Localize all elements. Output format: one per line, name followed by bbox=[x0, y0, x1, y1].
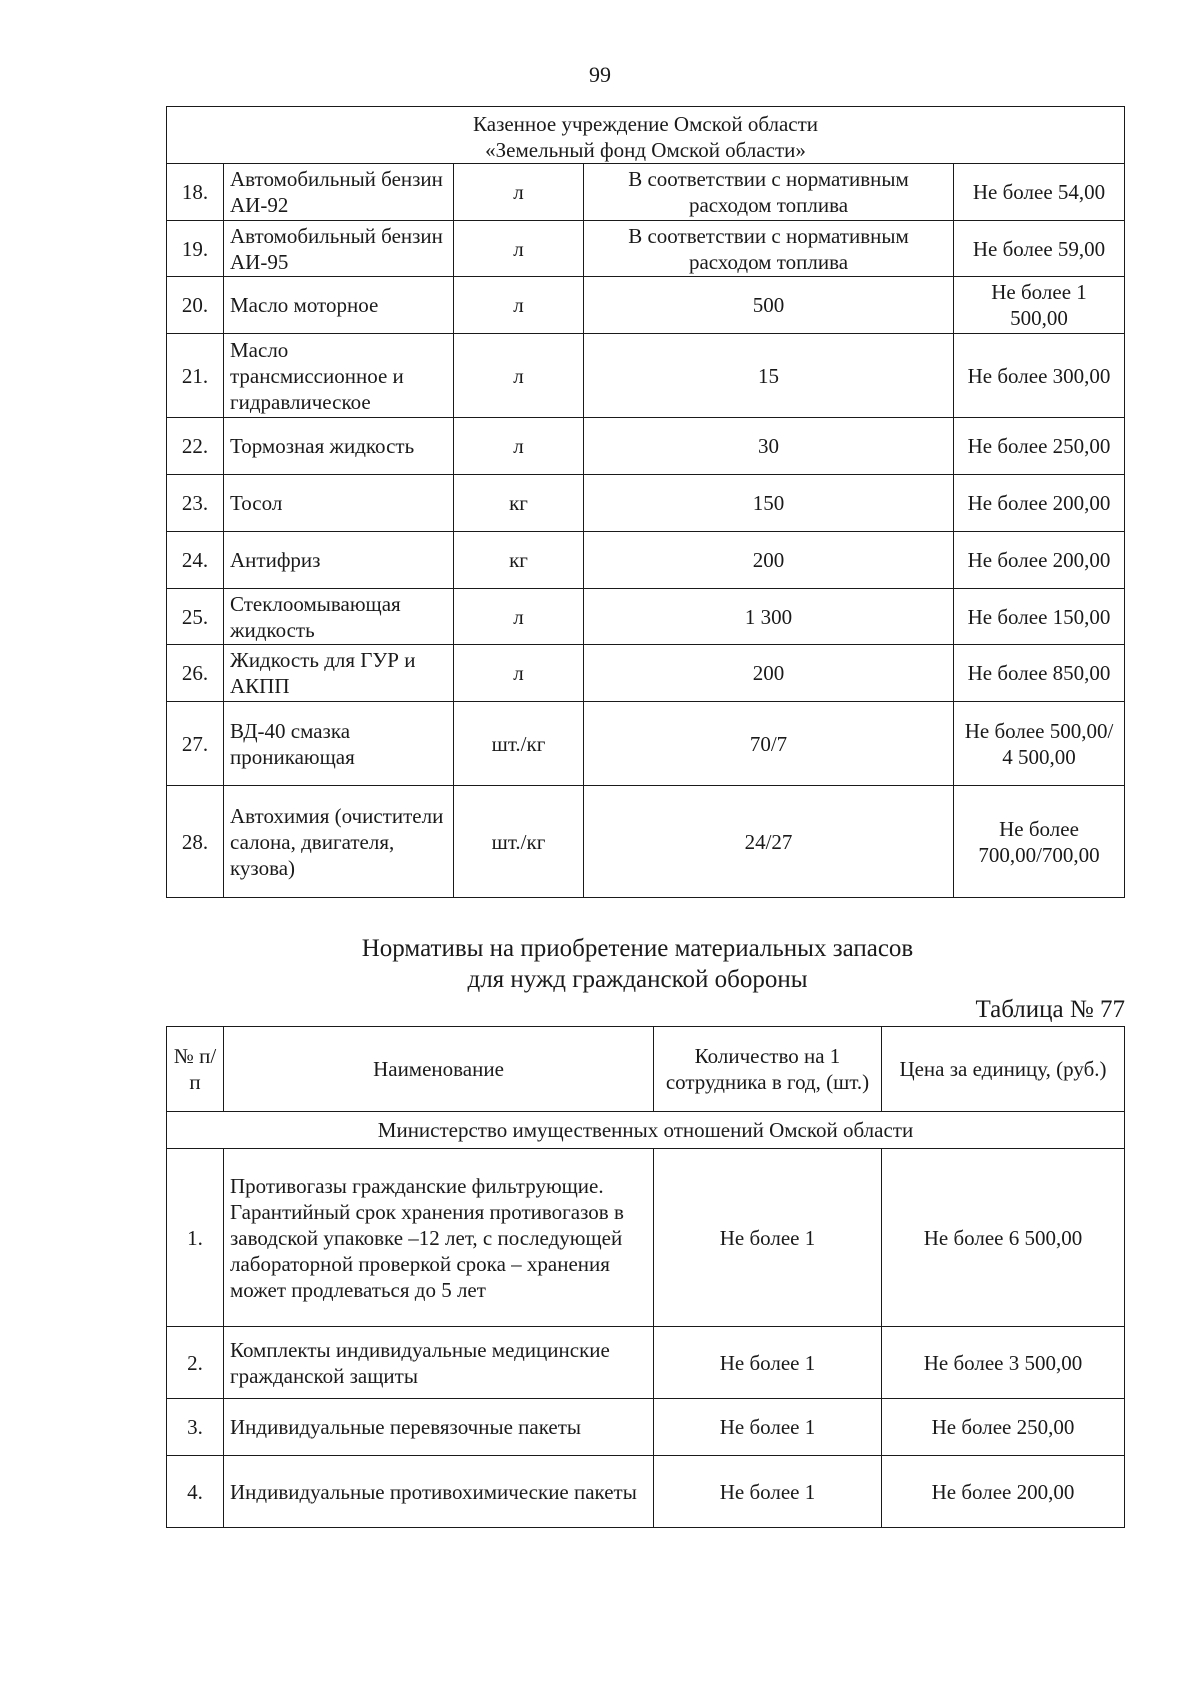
table-row bbox=[167, 418, 1125, 475]
quantity: 1 300 bbox=[584, 589, 954, 645]
page-number: 99 bbox=[589, 62, 611, 87]
quantity: В соответствии с нормативным расходом топлива bbox=[584, 164, 954, 221]
item-name: Индивидуальные противохимические пакеты bbox=[224, 1456, 654, 1528]
price: Не более 6 500,00 bbox=[882, 1149, 1125, 1327]
item-name: Антифриз bbox=[224, 532, 454, 589]
table-row bbox=[167, 221, 1125, 277]
quantity: В соответствии с нормативным расходом топлива bbox=[584, 221, 954, 277]
price: Не более 200,00 bbox=[882, 1456, 1125, 1528]
price: Не более 300,00 bbox=[954, 334, 1125, 418]
quantity: 150 bbox=[584, 475, 954, 532]
row-number: 18. bbox=[167, 164, 224, 221]
table-row bbox=[167, 334, 1125, 418]
item-name: Жидкость для ГУР и АКПП bbox=[224, 645, 454, 702]
unit: кг bbox=[454, 532, 584, 589]
unit: кг bbox=[454, 475, 584, 532]
org-name-line1: Казенное учреждение Омской области bbox=[473, 112, 819, 136]
quantity: 200 bbox=[584, 532, 954, 589]
table-row bbox=[167, 702, 1125, 786]
price: Не более 54,00 bbox=[954, 164, 1125, 221]
item-name: Стеклоомывающая жидкость bbox=[224, 589, 454, 645]
header-name: Наименование bbox=[224, 1027, 654, 1112]
unit: л bbox=[454, 645, 584, 702]
row-number: 2. bbox=[167, 1327, 224, 1399]
quantity: Не более 1 bbox=[654, 1399, 882, 1456]
price: Не более 1 500,00 bbox=[954, 277, 1125, 334]
item-name: Автомобильный бензин АИ-95 bbox=[224, 221, 454, 277]
table-row bbox=[167, 645, 1125, 702]
header-qty: Количество на 1 сотрудника в год, (шт.) bbox=[654, 1027, 882, 1112]
table-label: Таблица № 77 bbox=[975, 996, 1125, 1023]
price: Не более 700,00/700,00 bbox=[954, 786, 1125, 898]
section-title bbox=[0, 933, 1200, 995]
quantity: 500 bbox=[584, 277, 954, 334]
section-title-line1: Нормативы на приобретение материальных запасов bbox=[361, 935, 914, 962]
price: Не более 250,00 bbox=[882, 1399, 1125, 1456]
item-name: Масло трансмиссионное и гидравлическое bbox=[224, 334, 454, 418]
row-number: 27. bbox=[167, 702, 224, 786]
row-number: 3. bbox=[167, 1399, 224, 1456]
row-number: 23. bbox=[167, 475, 224, 532]
section-title-line2: для нужд гражданской обороны bbox=[467, 966, 808, 993]
header-row bbox=[167, 1027, 1125, 1112]
header-price: Цена за единицу, (руб.) bbox=[882, 1027, 1125, 1112]
unit: л bbox=[454, 589, 584, 645]
unit: шт./кг bbox=[454, 702, 584, 786]
row-number: 19. bbox=[167, 221, 224, 277]
quantity: 15 bbox=[584, 334, 954, 418]
quantity: 200 bbox=[584, 645, 954, 702]
quantity: Не более 1 bbox=[654, 1327, 882, 1399]
table-row bbox=[167, 1149, 1125, 1327]
item-name: Масло моторное bbox=[224, 277, 454, 334]
unit: л bbox=[454, 277, 584, 334]
org-name-cell: Министерство имущественных отношений Омской области bbox=[167, 1112, 1125, 1149]
item-name: Тосол bbox=[224, 475, 454, 532]
quantity: Не более 1 bbox=[654, 1149, 882, 1327]
price: Не более 200,00 bbox=[954, 532, 1125, 589]
table-row bbox=[167, 589, 1125, 645]
table-row bbox=[167, 475, 1125, 532]
unit: л bbox=[454, 221, 584, 277]
unit: л bbox=[454, 164, 584, 221]
row-number: 24. bbox=[167, 532, 224, 589]
header-num: № п/п bbox=[167, 1027, 224, 1112]
unit: л bbox=[454, 418, 584, 475]
table-row bbox=[167, 1456, 1125, 1528]
item-name: Тормозная жидкость bbox=[224, 418, 454, 475]
item-name: Автохимия (очистители салона, двигателя, кузова) bbox=[224, 786, 454, 898]
org-name-line2: «Земельный фонд Омской области» bbox=[485, 138, 806, 162]
unit: шт./кг bbox=[454, 786, 584, 898]
row-number: 22. bbox=[167, 418, 224, 475]
org-name-cell bbox=[167, 107, 1125, 164]
item-name: Индивидуальные перевязочные пакеты bbox=[224, 1399, 654, 1456]
row-number: 28. bbox=[167, 786, 224, 898]
fuel-materials-table bbox=[166, 106, 1125, 898]
item-name: Противогазы гражданские фильтрующие. Гарантийный срок хранения противогазов в заводской упаковке –12 лет, с последующей лабораторной проверкой срока – хранения может продлеваться до 5 лет bbox=[224, 1149, 654, 1327]
quantity: 30 bbox=[584, 418, 954, 475]
row-number: 4. bbox=[167, 1456, 224, 1528]
item-name: Автомобильный бензин АИ-92 bbox=[224, 164, 454, 221]
row-number: 20. bbox=[167, 277, 224, 334]
row-number: 1. bbox=[167, 1149, 224, 1327]
quantity: 24/27 bbox=[584, 786, 954, 898]
price: Не более 850,00 bbox=[954, 645, 1125, 702]
price: Не более 150,00 bbox=[954, 589, 1125, 645]
price: Не более 59,00 bbox=[954, 221, 1125, 277]
row-number: 25. bbox=[167, 589, 224, 645]
unit: л bbox=[454, 334, 584, 418]
row-number: 21. bbox=[167, 334, 224, 418]
table-row bbox=[167, 277, 1125, 334]
table-row bbox=[167, 532, 1125, 589]
table-row bbox=[167, 1327, 1125, 1399]
row-number: 26. bbox=[167, 645, 224, 702]
quantity: Не более 1 bbox=[654, 1456, 882, 1528]
price: Не более 3 500,00 bbox=[882, 1327, 1125, 1399]
civil-defense-table bbox=[166, 1026, 1125, 1528]
price: Не более 500,00/ 4 500,00 bbox=[954, 702, 1125, 786]
table-row bbox=[167, 1399, 1125, 1456]
item-name: Комплекты индивидуальные медицинские гражданской защиты bbox=[224, 1327, 654, 1399]
table-row bbox=[167, 164, 1125, 221]
org-row bbox=[167, 107, 1125, 164]
price: Не более 200,00 bbox=[954, 475, 1125, 532]
table-row bbox=[167, 786, 1125, 898]
org-row bbox=[167, 1112, 1125, 1149]
item-name: ВД-40 смазка проникающая bbox=[224, 702, 454, 786]
price: Не более 250,00 bbox=[954, 418, 1125, 475]
quantity: 70/7 bbox=[584, 702, 954, 786]
